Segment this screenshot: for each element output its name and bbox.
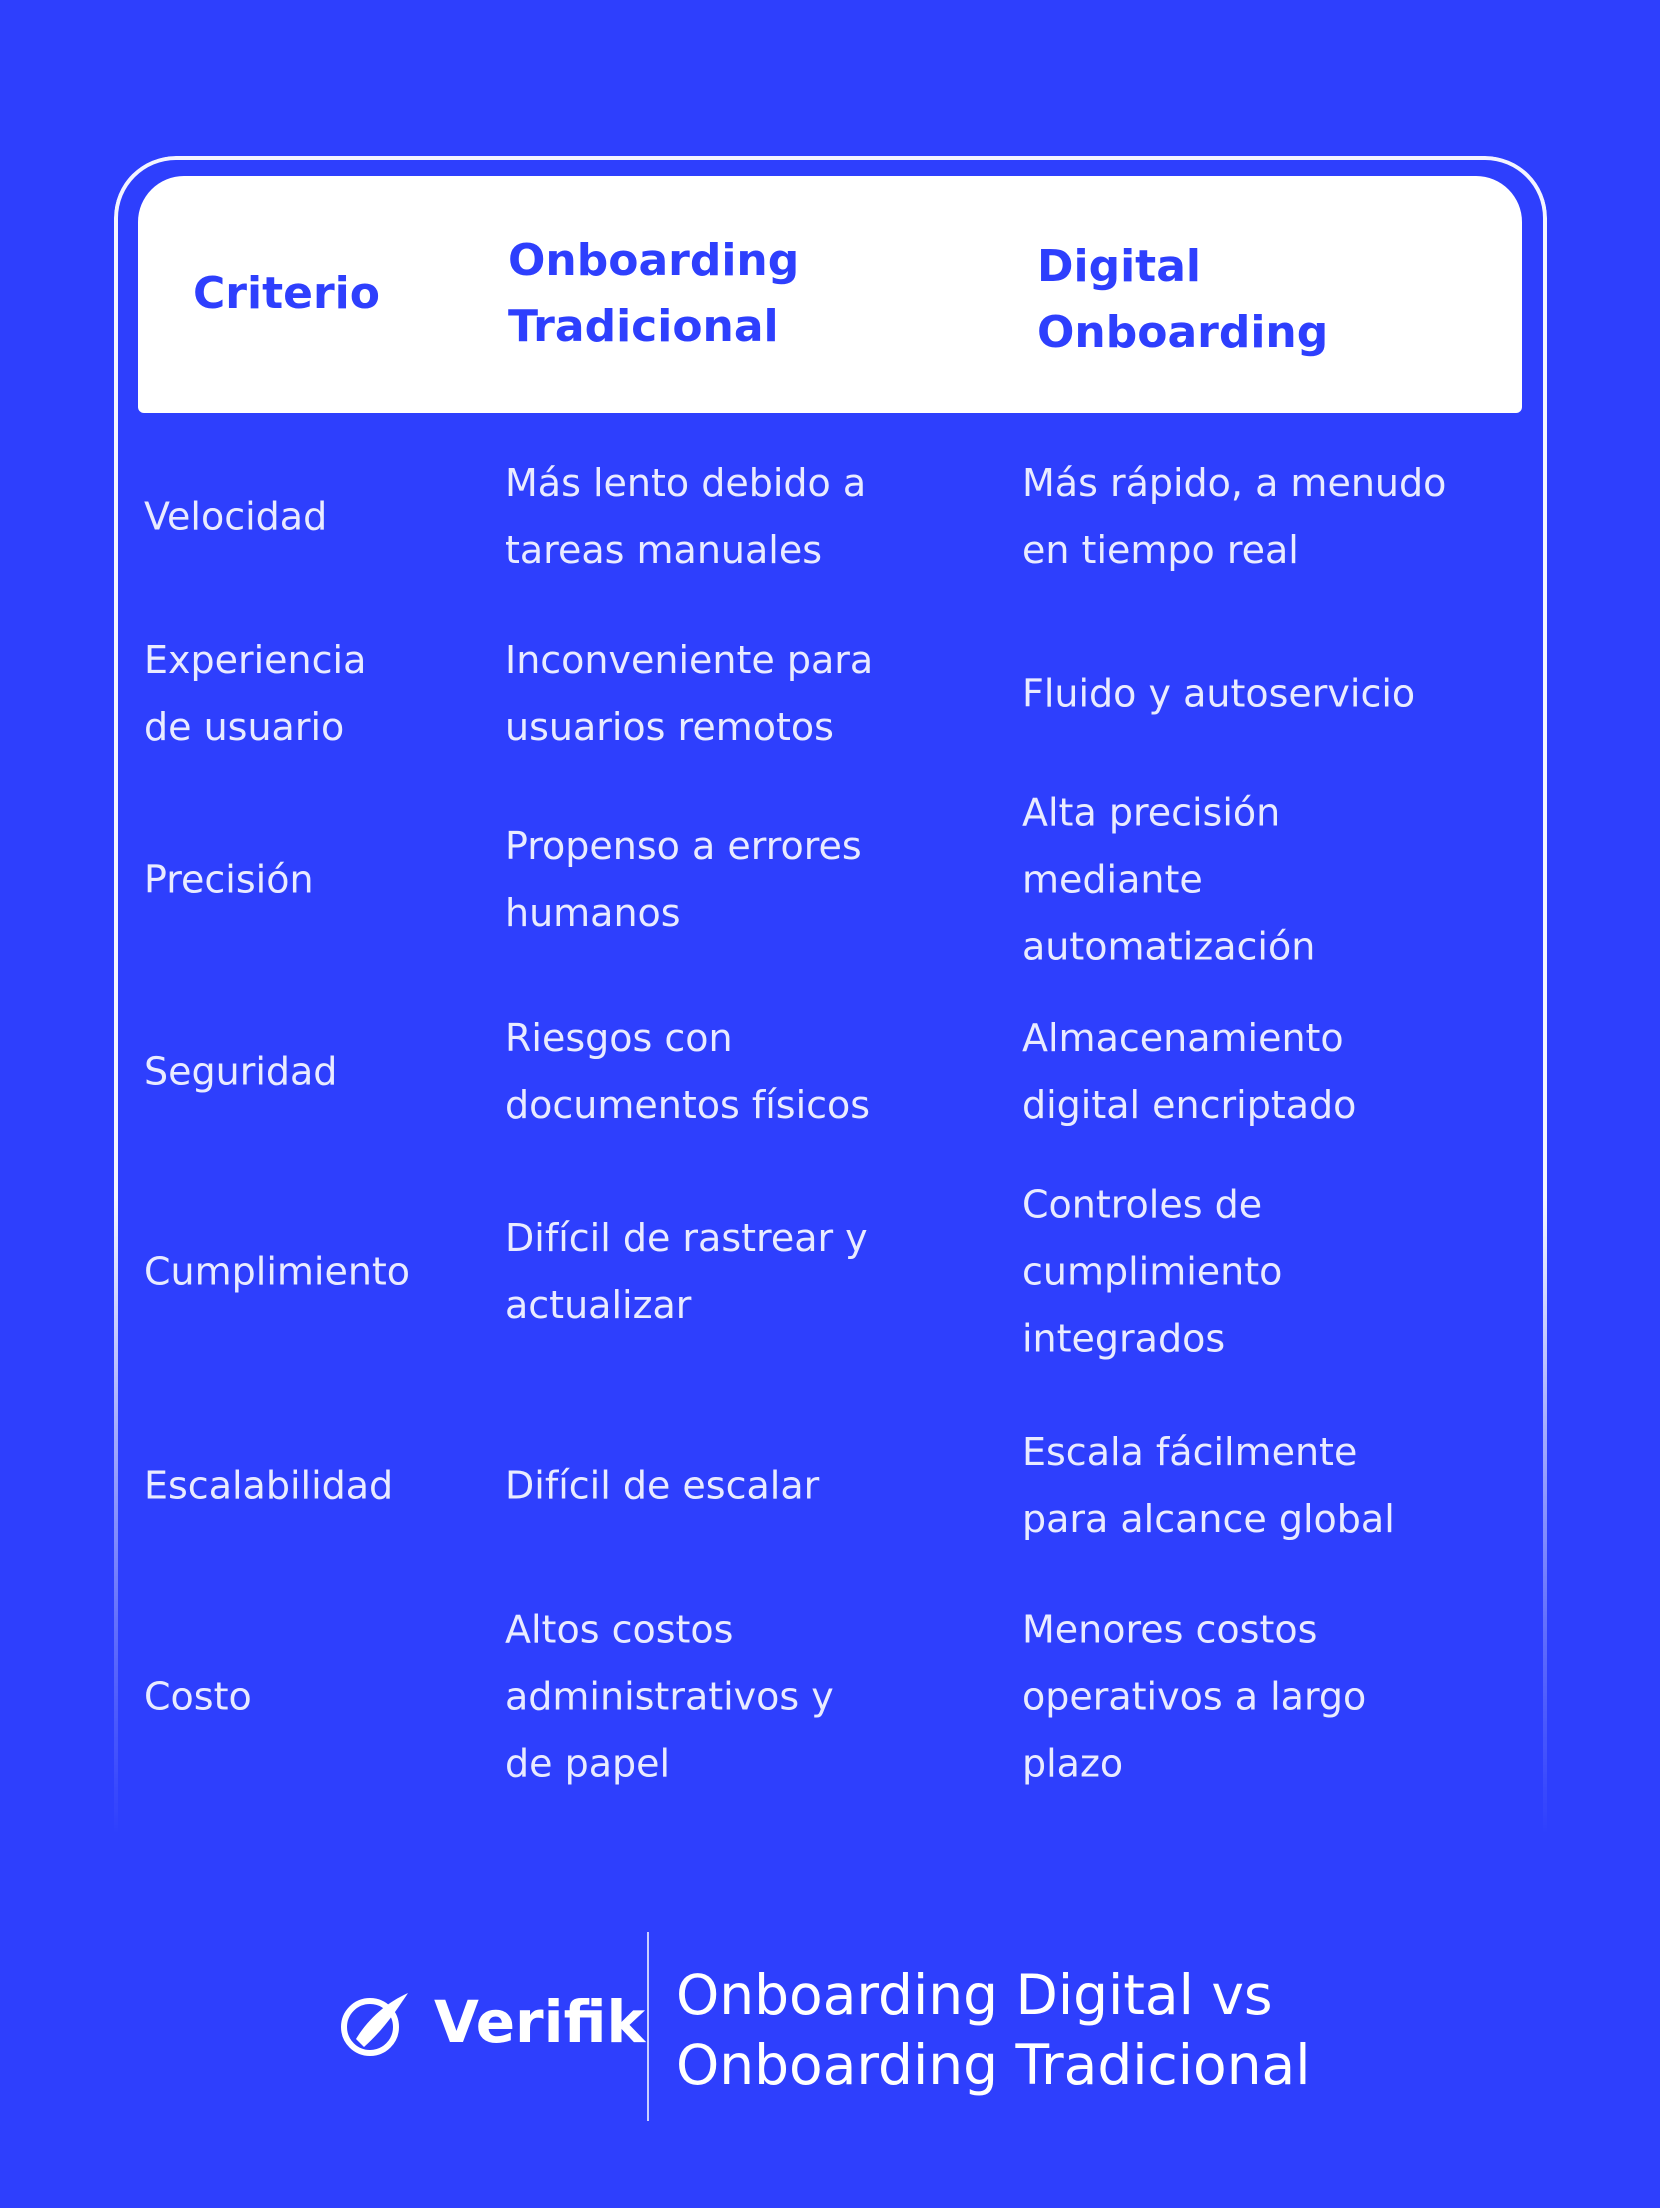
row-tradicional: Más lento debido a tareas manuales: [505, 461, 867, 572]
row-digital: Fluido y autoservicio: [1022, 671, 1416, 716]
row-tradicional: Difícil de escalar: [505, 1463, 820, 1508]
row-criterio: Velocidad: [144, 494, 328, 539]
row-digital: Controles de cumplimiento integrados: [1022, 1182, 1283, 1361]
footer-logo: [340, 1985, 645, 2060]
row-tradicional: Difícil de rastrear y actualizar: [505, 1216, 868, 1327]
brand-name: Verifik: [434, 1988, 646, 2056]
row-digital: Menores costos operativos a largo plazo: [1022, 1607, 1367, 1786]
row-criterio: Experiencia de usuario: [144, 638, 367, 749]
row-tradicional: Inconveniente para usuarios remotos: [505, 638, 874, 749]
row-criterio: Cumplimiento: [144, 1249, 411, 1294]
row-tradicional: Riesgos con documentos físicos: [505, 1016, 871, 1127]
verifik-logo-icon: [340, 1989, 414, 2057]
row-criterio: Escalabilidad: [144, 1463, 394, 1508]
row-digital: Alta precisión mediante automatización: [1022, 790, 1316, 969]
row-criterio: Seguridad: [144, 1049, 338, 1094]
row-tradicional: Altos costos administrativos y de papel: [505, 1607, 834, 1786]
header-onboarding-tradicional: Onboarding Tradicional: [508, 235, 800, 352]
row-tradicional: Propenso a errores humanos: [505, 824, 862, 935]
header-digital-onboarding: Digital Onboarding: [1037, 241, 1329, 358]
row-digital: Más rápido, a menudo en tiempo real: [1022, 461, 1447, 572]
footer-divider: [647, 1932, 649, 2121]
footer-title: Onboarding Digital vs Onboarding Tradicional: [676, 1963, 1311, 2097]
header-criterio: Criterio: [193, 268, 380, 319]
table-header: [138, 176, 1522, 413]
row-digital: Escala fácilmente para alcance global: [1022, 1430, 1395, 1541]
row-criterio: Precisión: [144, 857, 314, 902]
row-digital: Almacenamiento digital encriptado: [1022, 1016, 1357, 1127]
row-criterio: Costo: [144, 1674, 252, 1719]
